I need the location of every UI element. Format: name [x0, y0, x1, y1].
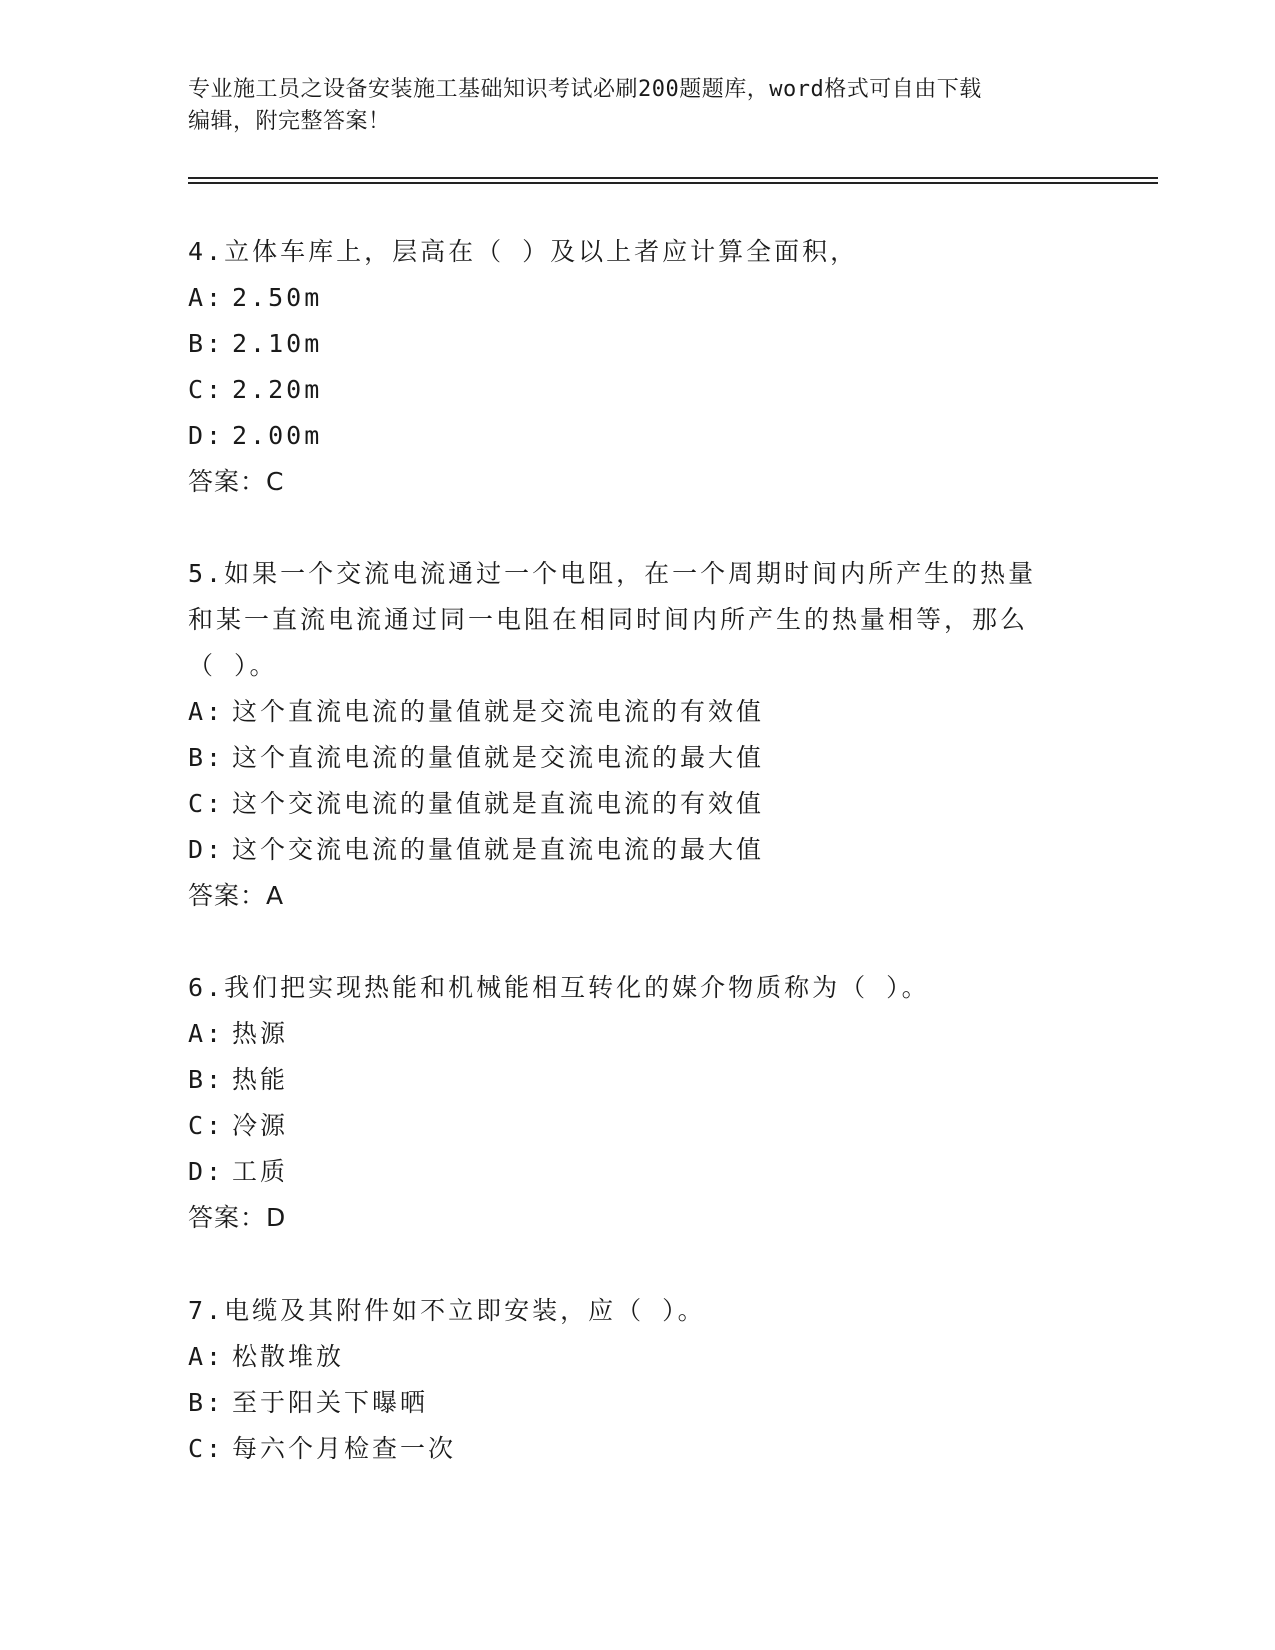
option-a: [188, 1011, 1088, 1057]
answer: 答案：D: [188, 1203, 287, 1232]
question-text: 6.我们把实现热能和机械能相互转化的媒介物质称为（ ）。: [188, 973, 930, 1002]
option-key: D:: [188, 1157, 225, 1186]
option-d: [188, 827, 1088, 873]
option-b: [188, 735, 1088, 781]
answer: 答案：C: [188, 467, 285, 496]
option-a: [188, 275, 1088, 321]
option-text: 这个交流电流的量值就是直流电流的最大值: [232, 835, 765, 864]
option-a: [188, 689, 1088, 735]
option-text: 这个直流电流的量值就是交流电流的最大值: [232, 743, 765, 772]
option-text: 这个直流电流的量值就是交流电流的有效值: [232, 697, 765, 726]
option-key: C:: [188, 1111, 225, 1140]
option-text: 松散堆放: [232, 1342, 345, 1371]
option-c: [188, 367, 1088, 413]
option-key: A:: [188, 1019, 225, 1048]
question-4: [188, 229, 1088, 505]
option-d: [188, 413, 1088, 459]
option-text: 2.20m: [232, 375, 323, 404]
header-divider-top: [188, 177, 1158, 179]
question-5: [188, 551, 1088, 919]
option-key: A:: [188, 697, 225, 726]
option-text: 2.10m: [232, 329, 323, 358]
answer: 答案：A: [188, 881, 285, 910]
question-text: 和某一直流电流通过同一电阻在相同时间内所产生的热量相等，那么: [188, 605, 1029, 634]
option-b: [188, 321, 1088, 367]
option-key: D:: [188, 421, 225, 450]
option-text: 至于阳关下曝晒: [232, 1388, 429, 1417]
option-key: A:: [188, 283, 225, 312]
option-key: B:: [188, 1388, 225, 1417]
option-key: C:: [188, 789, 225, 818]
header-line-1: 专业施工员之设备安装施工基础知识考试必刷200题题库，word格式可自由下载: [188, 77, 982, 102]
option-key: C:: [188, 375, 225, 404]
question-7: [188, 1288, 1088, 1472]
header-divider-bottom: [188, 182, 1158, 184]
option-key: B:: [188, 329, 225, 358]
option-text: 每六个月检查一次: [232, 1434, 457, 1463]
header-line-2: 编辑，附完整答案！: [188, 109, 391, 134]
option-text: 2.00m: [232, 421, 323, 450]
option-text: 热能: [232, 1065, 289, 1094]
option-text: 这个交流电流的量值就是直流电流的有效值: [232, 789, 765, 818]
option-text: 工质: [232, 1157, 289, 1186]
option-key: B:: [188, 1065, 225, 1094]
option-key: B:: [188, 743, 225, 772]
document-header: [188, 74, 1088, 138]
option-c: [188, 1426, 1088, 1472]
option-text: 热源: [232, 1019, 289, 1048]
option-c: [188, 781, 1088, 827]
option-text: 2.50m: [232, 283, 323, 312]
option-key: C:: [188, 1434, 225, 1463]
option-c: [188, 1103, 1088, 1149]
option-a: [188, 1334, 1088, 1380]
question-text: 7.电缆及其附件如不立即安装，应（ ）。: [188, 1296, 706, 1325]
option-b: [188, 1380, 1088, 1426]
question-text: 5.如果一个交流电流通过一个电阻，在一个周期时间内所产生的热量: [188, 559, 1037, 588]
question-text: （ ）。: [188, 651, 278, 680]
question-6: [188, 965, 1088, 1241]
question-text: 4.立体车库上，层高在（ ）及以上者应计算全面积，: [188, 237, 859, 266]
option-text: 冷源: [232, 1111, 289, 1140]
option-key: A:: [188, 1342, 225, 1371]
option-d: [188, 1149, 1088, 1195]
option-key: D:: [188, 835, 225, 864]
option-b: [188, 1057, 1088, 1103]
